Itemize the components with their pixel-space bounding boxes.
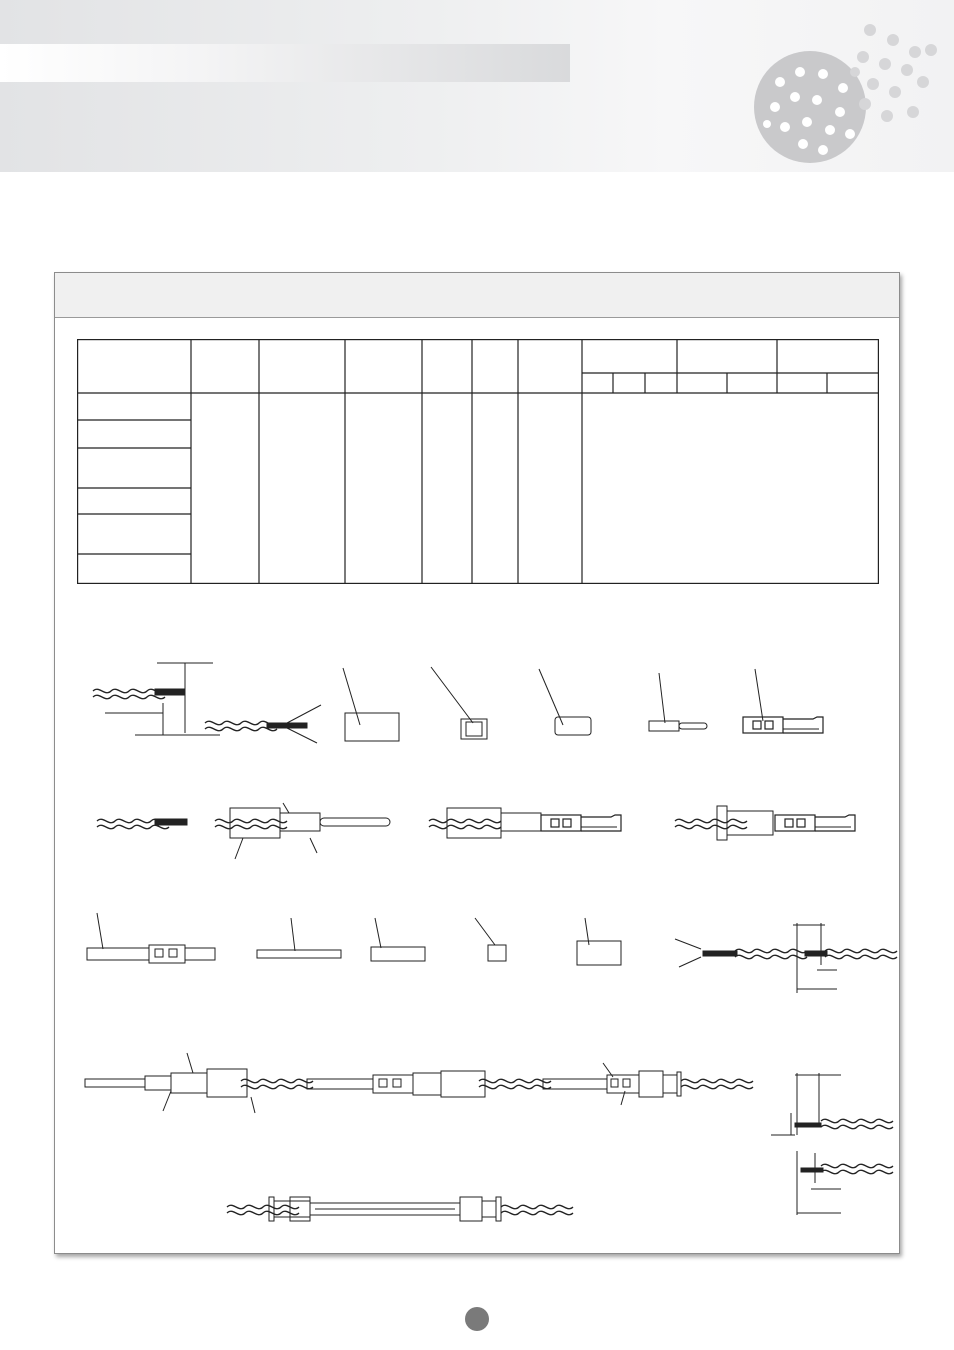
- insulation-sleeve-icon: [577, 918, 621, 965]
- connector-drawings: [55, 273, 901, 1255]
- stripped-twisted-wire-icon: [797, 1151, 893, 1215]
- housing-icon: [475, 918, 506, 961]
- content-panel: [54, 272, 900, 1254]
- stripped-twisted-wire-icon: [675, 939, 807, 967]
- mated-connector-assembly-icon: [429, 808, 621, 838]
- insulation-sleeve-icon: [371, 918, 425, 961]
- pin-contact-icon: [649, 673, 707, 731]
- insulation-sleeve-icon: [343, 668, 399, 741]
- pin-contact-icon: [85, 1053, 313, 1113]
- stripped-twisted-wire-icon: [97, 819, 187, 829]
- page-number-dot-icon: [465, 1307, 489, 1331]
- mated-connector-assembly-icon: [227, 1197, 573, 1221]
- stripped-twisted-wire-icon: [771, 1073, 893, 1135]
- dot-circle-logo-icon: [745, 12, 945, 172]
- header-title-bar: [0, 44, 570, 82]
- stripped-twisted-wire-icon: [793, 923, 897, 993]
- stripped-twisted-wire-icon: [93, 663, 220, 735]
- housing-icon: [431, 667, 487, 739]
- mated-connector-assembly-icon: [307, 1071, 551, 1097]
- crimp-terminal-icon: [743, 669, 823, 733]
- pin-contact-icon: [257, 918, 341, 958]
- insulation-sleeve-icon: [539, 669, 591, 735]
- stripped-twisted-wire-icon: [205, 705, 321, 743]
- mated-connector-assembly-icon: [543, 1063, 753, 1105]
- pin-contact-icon: [215, 803, 390, 859]
- mated-connector-assembly-icon: [675, 806, 855, 840]
- socket-contact-icon: [87, 913, 215, 963]
